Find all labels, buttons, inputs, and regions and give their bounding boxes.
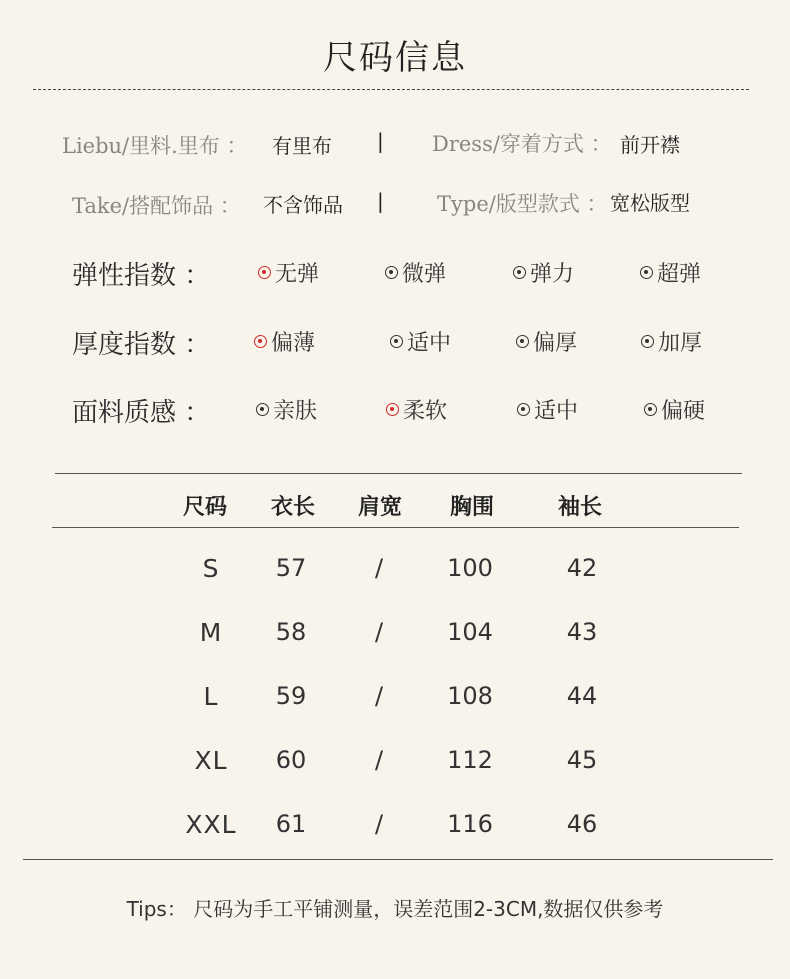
scale-label: 弹性指数 ： (72, 261, 211, 291)
scale-option-label: 弹力 (530, 262, 575, 287)
radio-dot-icon (644, 403, 657, 416)
page-title: 尺码信息 (323, 38, 467, 78)
type-value: 宽松版型 (610, 191, 690, 215)
size-cell: XXL (185, 810, 237, 839)
scale-option (386, 394, 447, 425)
table-header-cell: 肩宽 (357, 494, 402, 520)
title-divider (33, 89, 749, 90)
measure-cell: 44 (566, 682, 598, 710)
radio-dot-icon (641, 335, 654, 348)
radio-selected-icon (254, 335, 267, 348)
measure-cell: / (374, 682, 384, 710)
radio-dot-icon (390, 335, 403, 348)
measure-cell: 57 (275, 554, 307, 582)
measure-cell: / (374, 618, 384, 646)
separator: | (377, 129, 384, 153)
scale-option-label: 超弹 (657, 262, 702, 287)
scale-option-label: 偏薄 (271, 331, 316, 356)
scale-option (644, 394, 705, 425)
radio-dot-icon (517, 403, 530, 416)
tips-note: Tips： 尺码为手工平铺测量，误差范围2-3CM,数据仅供参考 (126, 897, 664, 921)
scale-option (256, 394, 317, 425)
radio-dot-icon (516, 335, 529, 348)
size-cell: S (202, 554, 220, 583)
scale-option (254, 326, 315, 357)
measure-cell: 45 (566, 746, 598, 774)
size-cell: M (199, 618, 223, 647)
scale-option (513, 257, 574, 288)
measure-cell: 58 (275, 618, 307, 646)
measure-cell: 104 (447, 618, 493, 646)
measure-cell: 43 (566, 618, 598, 646)
scale-option (390, 326, 451, 357)
measure-cell: 60 (275, 746, 307, 774)
scale-option (385, 257, 446, 288)
measure-cell: 100 (447, 554, 493, 582)
measure-cell: / (374, 810, 384, 838)
scale-option-label: 适中 (534, 399, 579, 424)
measure-cell: 59 (275, 682, 307, 710)
scale-option-label: 加厚 (658, 331, 703, 356)
table-bottom-line (23, 859, 773, 860)
measure-cell: / (374, 746, 384, 774)
measure-cell: 112 (447, 746, 493, 774)
size-cell: L (203, 682, 219, 711)
scale-option-label: 亲肤 (273, 399, 318, 424)
table-header-cell: 袖长 (557, 494, 602, 520)
measure-cell: 116 (447, 810, 493, 838)
lining-value: 有里布 (272, 134, 332, 158)
radio-selected-icon (386, 403, 399, 416)
measure-cell: / (374, 554, 384, 582)
radio-dot-icon (640, 266, 653, 279)
scale-option-label: 微弹 (402, 262, 447, 287)
dress-label: Dress/穿着方式 ： (432, 132, 612, 156)
take-label: Take/搭配饰品 ： (72, 194, 241, 218)
scale-label: 厚度指数 ： (72, 330, 211, 360)
radio-dot-icon (513, 266, 526, 279)
type-label: Type/版型款式 ： (437, 192, 608, 216)
separator: | (377, 189, 384, 213)
table-header-cell: 胸围 (449, 494, 494, 520)
scale-option-label: 适中 (407, 331, 452, 356)
scale-option (516, 326, 577, 357)
size-cell: XL (194, 746, 228, 775)
scale-label: 面料质感 ： (72, 398, 211, 428)
scale-option-label: 偏硬 (661, 399, 706, 424)
lining-label: Liebu/里料.里布 ： (62, 134, 248, 158)
measure-cell: 108 (447, 682, 493, 710)
radio-selected-icon (258, 266, 271, 279)
scale-option (258, 257, 319, 288)
radio-dot-icon (256, 403, 269, 416)
take-value: 不含饰品 (263, 193, 343, 217)
table-header-cell: 衣长 (270, 494, 315, 520)
scale-option (517, 394, 578, 425)
scale-option-label: 柔软 (403, 399, 448, 424)
measure-cell: 61 (275, 810, 307, 838)
measure-cell: 46 (566, 810, 598, 838)
measure-cell: 42 (566, 554, 598, 582)
table-header-line (52, 527, 739, 528)
radio-dot-icon (385, 266, 398, 279)
scale-option-label: 偏厚 (533, 331, 578, 356)
table-header-cell: 尺码 (182, 494, 227, 520)
scale-option-label: 无弹 (275, 262, 320, 287)
scale-option (641, 326, 702, 357)
scale-option (640, 257, 701, 288)
dress-value: 前开襟 (620, 133, 680, 157)
table-top-line (55, 473, 742, 474)
